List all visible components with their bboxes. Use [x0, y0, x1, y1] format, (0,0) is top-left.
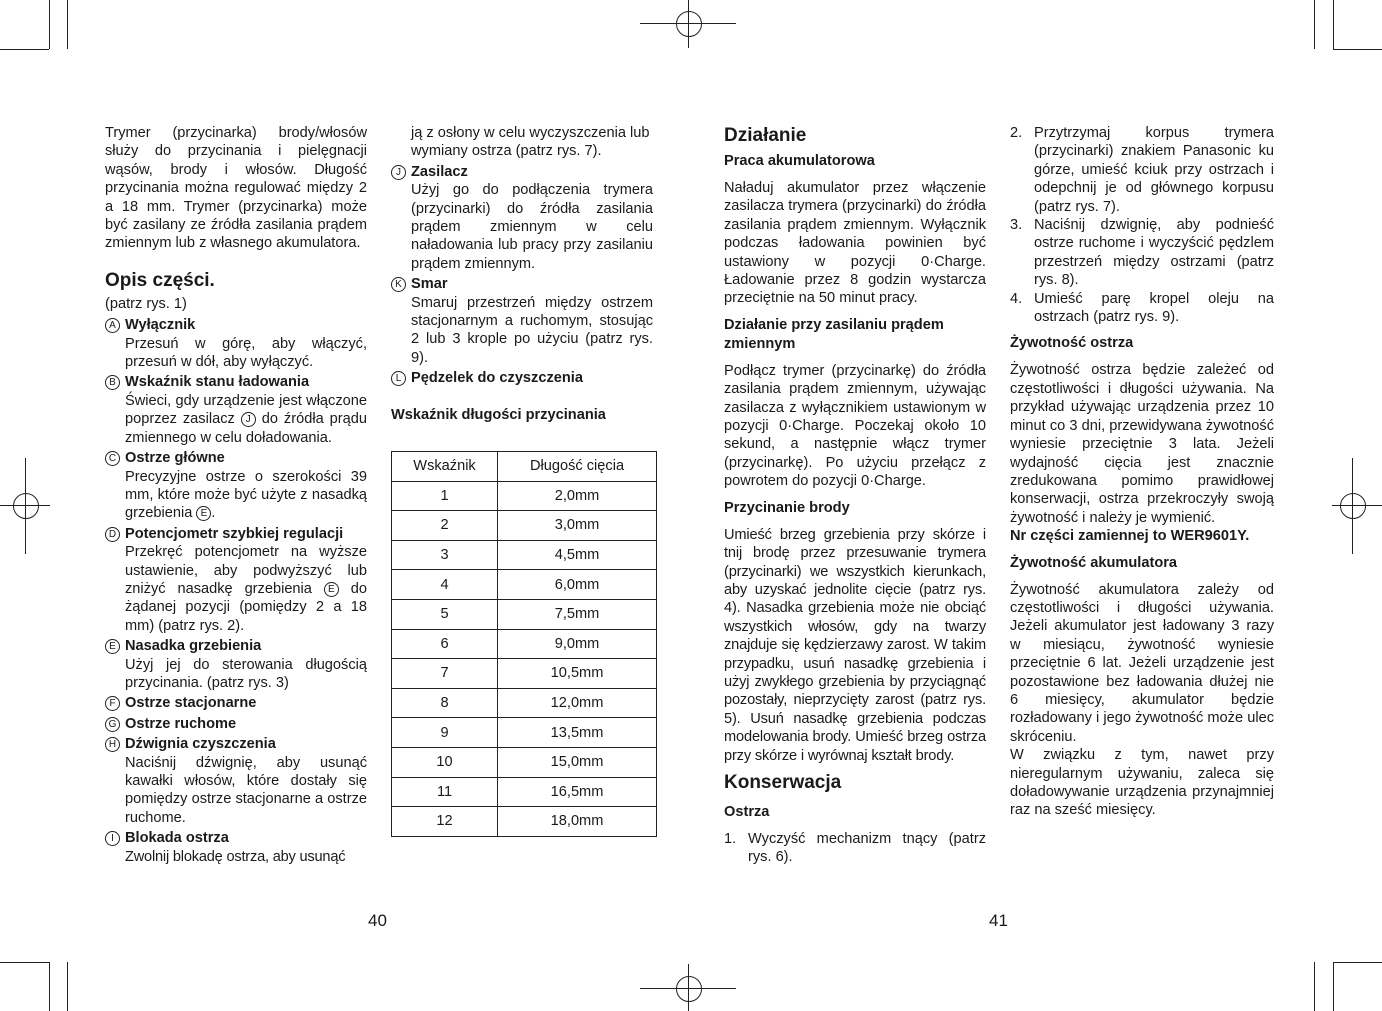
table-row — [392, 688, 657, 718]
battery-life-text: Żywotność akumulatora zależy od częstotliwości i długości używania. Jeżeli akumulator jest ładowany 3 razy w miesiącu, żywotność wyniesie przeciętnie 6 lat. Jeżeli urządzenie jest pozostawione bez ładowania dłużej nie 6 miesięcy, akumulator będzie rozładowany i jego żywotność może ulec skróceniu. — [1010, 581, 1274, 745]
indicator-cell: 11 — [392, 777, 498, 807]
table-row — [392, 570, 657, 600]
part-title: Pędzelek do czyszczenia — [411, 370, 583, 387]
table-row — [392, 807, 657, 837]
continued-text: ją z osłony w celu wyczyszczenia lub wymiany ostrza (patrz rys. 7). — [411, 125, 650, 160]
parts-heading: Opis części. — [105, 269, 215, 291]
indicator-cell: 12 — [392, 807, 498, 837]
marker-b-icon: B — [105, 375, 120, 390]
list-item: 2. Przytrzymaj korpus trymera (przycinarki) znakiem Panasonic ku górze, umieść kciuk przy ostrzach i odepchnij je od głównego korpusu (patrz rys. 7). — [1010, 125, 1274, 215]
cut-length-cell: 15,0mm — [498, 747, 657, 777]
marker-l-icon: L — [391, 371, 406, 386]
battery-life-text-2: W związku z tym, nawet przy nieregularnym używaniu, zaleca się doładowywanie urządzenia przynajmniej raz na sześć miesięcy. — [1010, 747, 1274, 819]
part-title: Blokada ostrza — [125, 830, 229, 847]
table-row — [392, 718, 657, 748]
part-title: Ostrze główne — [125, 450, 225, 467]
part-desc: Naciśnij dźwignię, aby usunąć kawałki włosów, które dostały się pomiędzy ostrze stacjonarne a ostrze ruchome. — [125, 754, 367, 826]
marker-i-icon: I — [105, 831, 120, 846]
indicator-cell: 3 — [392, 540, 498, 570]
cut-length-cell: 6,0mm — [498, 570, 657, 600]
table-row — [392, 540, 657, 570]
part-l — [391, 369, 653, 387]
part-k — [391, 275, 653, 367]
part-title: Nasadka grzebienia — [125, 638, 262, 655]
marker-k-icon: K — [391, 277, 406, 292]
part-title: Wskaźnik stanu ładowania — [125, 374, 310, 391]
battery-life-heading: Żywotność akumulatora — [1010, 554, 1178, 571]
right-column-2 — [1010, 124, 1274, 820]
blade-steps-b — [1010, 124, 1274, 326]
list-item: 4. Umieść parę kropel oleju na ostrzach (patrz rys. 9). — [1010, 290, 1274, 326]
right-column-1 — [724, 124, 986, 867]
table-row — [392, 747, 657, 777]
part-c — [105, 449, 367, 523]
part-title: Ostrze stacjonarne — [125, 695, 257, 712]
page-number-left: 40 — [368, 911, 387, 930]
ref-e-icon: E — [196, 506, 211, 521]
part-title: Ostrze ruchome — [125, 715, 237, 732]
indicator-cell: 7 — [392, 659, 498, 689]
table-row — [392, 511, 657, 541]
part-i — [105, 829, 367, 866]
part-title: Wyłącznik — [125, 317, 196, 334]
indicator-cell: 1 — [392, 481, 498, 511]
part-f — [105, 694, 367, 712]
table-row — [392, 777, 657, 807]
table-heading: Wskaźnik długości przycinania — [391, 406, 606, 423]
cut-length-cell: 3,0mm — [498, 511, 657, 541]
part-desc: Precyzyjne ostrze o szerokości 39 mm, które może być użyte z nasadką grzebienia E . — [125, 468, 367, 522]
indicator-cell: 5 — [392, 599, 498, 629]
part-j — [391, 163, 653, 273]
part-desc: Przekręć potencjometr na wyższe ustawienie, aby podwyższyć lub zniżyć nasadkę grzebienia E do żądanej pozycji (pomiędzy 2 a 18 mm) (patrz rys. 2). — [125, 544, 367, 634]
part-desc: Użyj jej do sterowania długością przycinania. (patrz rys. 3) — [125, 656, 367, 691]
marker-h-icon: H — [105, 737, 120, 752]
table-header-cell: Długość cięcia — [498, 452, 657, 482]
battery-text: Naładuj akumulator przez włączenie zasilacza trymera (przycinarki) do źródła zasilania prądem zmiennym. Wyłącznik podczas ładowania powinien być ustawiony w pozycji 0·Charge. Ładowanie przez 8 godzin wystarcza przeciętnie na 50 minut pracy. — [724, 180, 986, 307]
maint-heading: Konserwacja — [724, 771, 842, 793]
marker-j-icon: J — [391, 165, 406, 180]
part-a — [105, 316, 367, 371]
part-desc: Świeci, gdy urządzenie jest włączone poprzez zasilacz J do źródła prądu zmiennego w celu doładowania. — [125, 392, 367, 446]
indicator-cell: 8 — [392, 688, 498, 718]
part-desc: Użyj go do podłączenia trymera (przycinarki) do źródła zasilania prądem zmiennym w celu naładowania lub pracy przy zasilaniu prądem zmiennym. — [411, 182, 653, 272]
indicator-cell: 4 — [392, 570, 498, 600]
part-desc: Zwolnij blokadę ostrza, aby usunąć — [125, 848, 346, 865]
cut-length-cell: 18,0mm — [498, 807, 657, 837]
beard-heading: Przycinanie brody — [724, 499, 850, 516]
marker-a-icon: A — [105, 318, 120, 333]
blade-steps-a — [724, 830, 986, 867]
cut-length-cell: 9,0mm — [498, 629, 657, 659]
left-column-2 — [391, 124, 653, 425]
cut-length-cell: 13,5mm — [498, 718, 657, 748]
part-desc: Smaruj przestrzeń między ostrzem stacjonarnym a ruchomym, stosując 2 lub 3 krople po użyciu (patrz rys. 9). — [411, 294, 653, 366]
marker-f-icon: F — [105, 696, 120, 711]
indicator-cell: 9 — [392, 718, 498, 748]
length-table — [391, 451, 657, 837]
cut-length-cell: 7,5mm — [498, 599, 657, 629]
part-e — [105, 637, 367, 692]
marker-d-icon: D — [105, 527, 120, 542]
part-title: Zasilacz — [411, 163, 468, 180]
blade-part-number: Nr części zamiennej to WER9601Y. — [1010, 528, 1250, 545]
part-b — [105, 373, 367, 447]
ref-e-icon: E — [324, 582, 339, 597]
part-desc: Przesuń w górę, aby włączyć, przesuń w dół, aby wyłączyć. — [125, 335, 367, 371]
battery-heading: Praca akumulatorowa — [724, 153, 875, 169]
part-title: Dźwignia czyszczenia — [125, 736, 276, 753]
table-row — [392, 599, 657, 629]
table-row — [392, 659, 657, 689]
indicator-cell: 2 — [392, 511, 498, 541]
table-header-cell: Wskaźnik — [392, 452, 498, 482]
part-h — [105, 735, 367, 827]
list-item: 1. Wyczyść mechanizm tnący (patrz rys. 6). — [724, 830, 986, 866]
list-item: 3. Naciśnij dzwignię, aby podnieść ostrze ruchome i wyczyścić pędzlem przestrzeń między ostrzami (patrz rys. 8). — [1010, 217, 1274, 289]
cut-length-cell: 12,0mm — [498, 688, 657, 718]
blade-life-heading: Żywotność ostrza — [1010, 335, 1134, 352]
part-title: Potencjometr szybkiej regulacji — [125, 525, 344, 542]
beard-text: Umieść brzeg grzebienia przy skórze i tnij brodę przez przesuwanie trymera (przycinarki) we wszystkich kierunkach, aby uzyskać jednolite cięcie (patrz rys. 4). Nasadka grzebienia może nie obciąć wszystkich włosów, gdy na twarzy znajduje się kędzierzawy zarost. W takim przypadku, usuń nasadkę grzebienia i użyj zwykłego grzebienia by przyciągnąć pozostały, nieprzycięty zarost (patrz rys. 5). Usuń nasadkę grzebienia podczas modelowania brody. Umieść brzeg ostrza przy skórze i wyrównaj kształt brody. — [724, 526, 986, 764]
indicator-cell: 10 — [392, 747, 498, 777]
intro-text: Trymer (przycinarka) brody/włosów służy do przycinania i pielęgnacji wąsów, brody i włosów. Długość przycinania można regulować między 2 a 18 mm. Trymer (przycinarka) może być zasilany ze źródła zasilania prądem zmiennym lub z własnego akumulatora. — [105, 125, 367, 252]
blades-heading: Ostrza — [724, 803, 770, 820]
table-row — [392, 629, 657, 659]
marker-g-icon: G — [105, 717, 120, 732]
marker-e-icon: E — [105, 639, 120, 654]
part-g — [105, 715, 367, 733]
left-column-1 — [105, 124, 367, 866]
ref-j-icon: J — [241, 412, 256, 427]
indicator-cell: 6 — [392, 629, 498, 659]
blade-life-text: Żywotność ostrza będzie zależeć od częstotliwości i długości używania. Na przykład używając urządzenia przez 10 minut co 3 dni, przewidywana żywotność wyniesie przeciętnie 3 lata. Jeżeli wydajność cięcia jest znacznie zredukowana pomimo prawidłowej konserwacji, ostrza przekroczyły swoją żywotność i należy je wymienić. — [1010, 362, 1274, 526]
cut-length-cell: 2,0mm — [498, 481, 657, 511]
table-header-row — [392, 452, 657, 482]
part-d — [105, 525, 367, 635]
ac-text: Podłącz trymer (przycinarkę) do źródła zasilania prądem zmiennym, używając zasilacza z wyłącznikiem ustawionym w pozycji 0·Charge. Poczekaj około 10 sekund, a następnie włącz trymer (przycinarkę). Po użyciu przełącz z powrotem do pozycji 0·Charge. — [724, 362, 986, 490]
page-number-right: 41 — [989, 911, 1008, 930]
marker-c-icon: C — [105, 451, 120, 466]
cut-length-cell: 10,5mm — [498, 659, 657, 689]
cut-length-cell: 4,5mm — [498, 540, 657, 570]
ac-heading: Działanie przy zasilaniu prądem zmiennym — [724, 316, 944, 352]
dzialanie-heading: Działanie — [724, 125, 807, 146]
part-title: Smar — [411, 276, 448, 293]
parts-ref: (patrz rys. 1) — [105, 295, 187, 312]
table-row — [392, 481, 657, 511]
cut-length-cell: 16,5mm — [498, 777, 657, 807]
